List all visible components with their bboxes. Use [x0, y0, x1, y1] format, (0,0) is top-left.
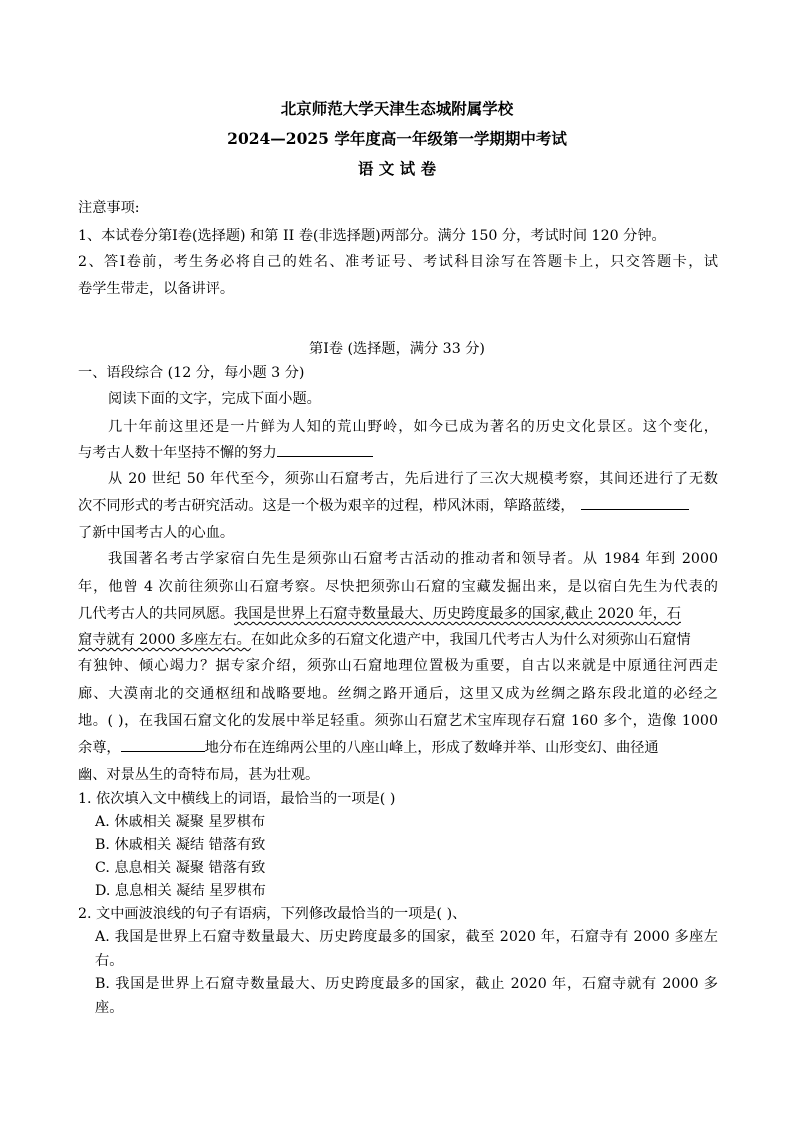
question-1-stem: 1. 依次填入文中横线上的词语，最恰当的一项是( ) — [78, 791, 396, 807]
fill-blank-1 — [277, 442, 373, 457]
question-2-option-b: B. 我国是世界上石窟寺数量最大、历史跨度最多的国家，截止 2020 年，石窟寺就有 2000 多 — [95, 976, 718, 992]
passage-line: 地。( )，在我国石窟文化的发展中举足轻重。须弥山石窟艺术宝库现存石窟 160 多个，造像 1000 — [78, 713, 718, 729]
passage-line: 年，他曾 4 次前往须弥山石窟考察。尽快把须弥山石窟的宝藏发掘出来，是以宿白先生为代表的 — [78, 579, 718, 595]
fill-blank-3 — [121, 737, 205, 752]
part1-title: 第Ⅰ卷 (选择题，满分 33 分) — [309, 341, 485, 357]
passage-line: 我国著名考古学家宿白先生是须弥山石窟考古活动的推动者和领导者。从 1984 年到 2000 — [108, 551, 718, 567]
wavy-sentence: 我国是世界上石窟寺数量最大、历史跨度最多的国家,截止 2020 年，石 — [234, 606, 681, 622]
section-heading: 一、语段综合 (12 分，每小题 3 分) — [78, 365, 305, 381]
notice-label: 注意事项: — [78, 200, 140, 216]
notice-item-1: 1、本试卷分第Ⅰ卷(选择题) 和第 II 卷(非选择题)两部分。满分 150 分，考试时间 120 分钟。 — [78, 228, 666, 244]
notice-item-2: 2、答Ⅰ卷前，考生务必将自己的姓名、准考证号、考试科目涂写在答题卡上，只交答题卡，试 — [78, 254, 718, 270]
exam-title: 2024—2025 学年度高一年级第一学期期中考试 — [227, 129, 567, 148]
passage-line: 了新中国考古人的心血。 — [78, 525, 235, 541]
question-1-option-c: C. 息息相关 凝聚 错落有致 — [95, 860, 266, 876]
passage-line: 从 20 世纪 50 年代至今，须弥山石窟考古，先后进行了三次大规模考察，其间还进行了无数 — [108, 471, 718, 487]
passage-line: 窟寺就有 2000 多座左右。在如此众多的石窟文化遗产中，我国几代考古人为什么对须弥山石窟情 — [78, 632, 691, 648]
school-name: 北京师范大学天津生态城附属学校 — [280, 99, 514, 118]
passage-line: 余尊， 地分布在连绵两公里的八座山峰上，形成了数峰并举、山形变幻、曲径通 — [78, 737, 718, 759]
subject-title: 语 文 试 卷 — [357, 159, 437, 178]
question-1-option-a: A. 休戚相关 凝聚 星罗棋布 — [95, 814, 266, 830]
passage-line: 廊、大漠南北的交通枢纽和战略要地。丝绸之路开通后，这里又成为丝绸之路东段北道的必经之 — [78, 686, 718, 702]
fill-blank-2 — [581, 495, 689, 510]
question-1-option-d: D. 息息相关 凝结 星罗棋布 — [95, 883, 266, 899]
question-1-option-b: B. 休戚相关 凝结 错落有致 — [95, 837, 266, 853]
question-2-option-a: A. 我国是世界上石窟寺数量最大、历史跨度最多的国家，截至 2020 年，石窟寺有 2000 多座左 — [95, 929, 718, 945]
question-2-option-b-cont: 座。 — [95, 1000, 124, 1016]
passage-line: 幽、对景丛生的奇特布局，甚为壮观。 — [78, 767, 320, 783]
passage-line: 次不同形式的考古研究活动。这是一个极为艰辛的过程，栉风沐雨，筚路蓝缕， — [78, 495, 718, 517]
passage-line: 与考古人数十年坚持不懈的努力 — [78, 442, 718, 464]
wavy-sentence-cont: 窟寺就有 2000 多座左右。 — [78, 632, 251, 648]
notice-item-2-cont: 卷学生带走，以备讲评。 — [78, 281, 235, 297]
question-2-option-a-cont: 右。 — [95, 953, 124, 969]
reading-instruction: 阅读下面的文字，完成下面小题。 — [108, 391, 321, 407]
passage-line: 有独钟、倾心竭力？据专家介绍，须弥山石窟地理位置极为重要，自古以来就是中原通往河西走 — [78, 658, 718, 674]
question-2-stem: 2. 文中画波浪线的句子有语病，下列修改最恰当的一项是( )、 — [78, 906, 467, 922]
passage-line: 几十年前这里还是一片鲜为人知的荒山野岭，如今已成为著名的历史文化景区。这个变化， — [108, 419, 718, 435]
passage-line: 几代考古人的共同夙愿。我国是世界上石窟寺数量最大、历史跨度最多的国家,截止 2020 年，石 — [78, 606, 681, 622]
